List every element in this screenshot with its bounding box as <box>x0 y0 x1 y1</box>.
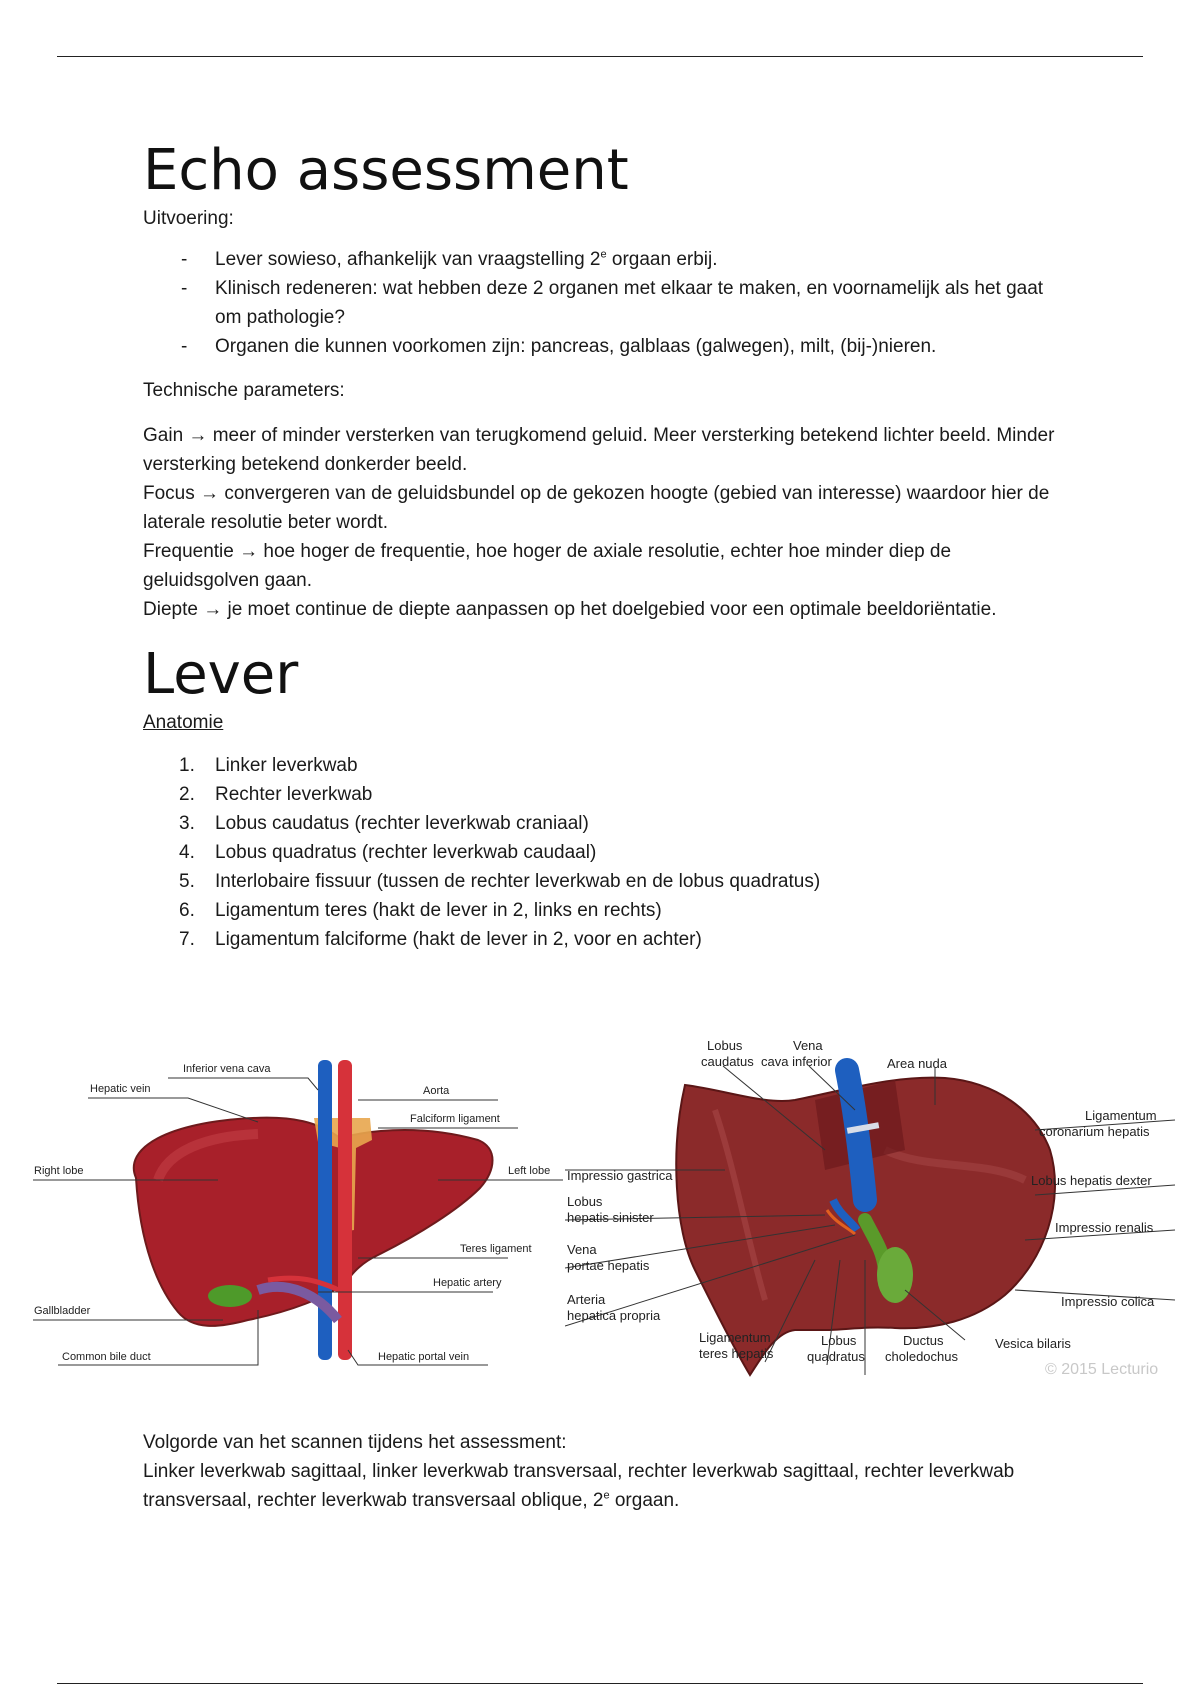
list-item: 3. Lobus caudatus (rechter leverkwab craniaal) <box>179 813 589 834</box>
label-ductus-2: choledochus <box>885 1349 958 1364</box>
liver-anterior-illustration <box>18 1030 563 1375</box>
copyright-watermark: © 2015 Lecturio <box>1045 1361 1159 1378</box>
label-lobus-caudatus-1: Lobus <box>707 1038 743 1053</box>
label-hepatic-artery: Hepatic artery <box>433 1277 502 1289</box>
list-item: 4. Lobus quadratus (rechter leverkwab caudaal) <box>179 842 597 863</box>
list-item: - Lever sowieso, afhankelijk van vraagstelling 2e orgaan erbij. <box>181 248 718 270</box>
label-vena-portae-1: Vena <box>567 1242 597 1257</box>
label-lobus-sinister-2: hepatis sinister <box>567 1210 654 1225</box>
label-vesica-bilaris: Vesica bilaris <box>995 1336 1071 1351</box>
liver-visceral-illustration <box>565 1030 1180 1410</box>
anatomie-list <box>143 751 1063 954</box>
param-frequentie: Frequentie → hoe hoger de frequentie, hoe hoger de axiale resolutie, echter hoe minder diep de geluidsgolven gaan. <box>143 541 952 591</box>
list-item: 7. Ligamentum falciforme (hakt de lever in 2, voor en achter) <box>179 929 702 950</box>
anatomie-label: Anatomie <box>143 712 224 733</box>
label-impressio-gastrica: Impressio gastrica <box>567 1168 673 1183</box>
liver-visceral-figure <box>565 1030 1180 1410</box>
top-rule <box>57 56 1143 57</box>
label-inferior-vena-cava: Inferior vena cava <box>183 1063 271 1075</box>
volgorde-block <box>143 1428 1063 1515</box>
label-ductus-1: Ductus <box>903 1333 944 1348</box>
label-lobus-caudatus-2: caudatus <box>701 1054 754 1069</box>
label-arteria-2: hepatica propria <box>567 1308 661 1323</box>
label-right-lobe: Right lobe <box>34 1165 84 1177</box>
list-item: - Organen die kunnen voorkomen zijn: pancreas, galblaas (galwegen), milt, (bij-)nieren. <box>181 336 937 357</box>
tech-label: Technische parameters: <box>143 380 345 401</box>
label-vena-cava-1: Vena <box>793 1038 823 1053</box>
label-falciform-ligament: Falciform ligament <box>410 1113 500 1125</box>
uitvoering-label: Uitvoering: <box>143 208 234 229</box>
volgorde-text: Linker leverkwab sagittaal, linker leverkwab transversaal, rechter leverkwab sagittaal, rechter leverkwab transversaal, rechter leverkwab transversaal oblique, 2e orgaan. <box>143 1461 1015 1511</box>
label-lig-coronarium-2: coronarium hepatis <box>1039 1124 1150 1139</box>
label-teres-ligament: Teres ligament <box>460 1243 532 1255</box>
label-impressio-renalis: Impressio renalis <box>1055 1220 1154 1235</box>
label-common-bile-duct: Common bile duct <box>62 1351 151 1363</box>
label-lig-coronarium-1: Ligamentum <box>1085 1108 1157 1123</box>
label-area-nuda: Area nuda <box>887 1056 947 1071</box>
label-impressio-colica: Impressio colica <box>1061 1294 1155 1309</box>
param-diepte: Diepte → je moet continue de diepte aanpassen op het doelgebied voor een optimale beeldoriëntatie. <box>143 599 997 620</box>
uitvoering-list <box>143 245 1063 361</box>
gallbladder-shape <box>208 1285 252 1307</box>
label-vena-portae-2: portae hepatis <box>567 1258 650 1273</box>
list-item: 1. Linker leverkwab <box>179 755 358 776</box>
liver-anterior-figure <box>18 1030 563 1375</box>
param-focus: Focus → convergeren van de geluidsbundel op de gekozen hoogte (gebied van interesse) waardoor hier de laterale resolutie beter wordt. <box>143 483 1050 533</box>
label-aorta: Aorta <box>423 1085 450 1097</box>
page-title: Echo assessment <box>143 138 629 203</box>
label-hepatic-portal-vein: Hepatic portal vein <box>378 1351 470 1363</box>
label-vena-cava-2: cava inferior <box>761 1054 832 1069</box>
label-gallbladder: Gallbladder <box>34 1305 91 1317</box>
label-hepatic-vein: Hepatic vein <box>90 1083 151 1095</box>
label-lobus-hepatis-dexter: Lobus hepatis dexter <box>1031 1173 1152 1188</box>
label-left-lobe: Left lobe <box>508 1165 551 1177</box>
volgorde-label: Volgorde van het scannen tijdens het assessment: <box>143 1432 567 1453</box>
list-item: 2. Rechter leverkwab <box>179 784 373 805</box>
label-lig-teres-2: teres hepatis <box>699 1346 774 1361</box>
bottom-rule <box>57 1683 1143 1684</box>
document-body <box>143 140 1063 954</box>
label-lobus-sinister-1: Lobus <box>567 1194 603 1209</box>
label-lig-teres-1: Ligamentum <box>699 1330 771 1345</box>
param-gain: Gain → meer of minder versterken van terugkomend geluid. Meer versterking betekend lichter beeld. Minder versterking betekend donkerder beeld. <box>143 425 1055 475</box>
label-lobus-quadratus-1: Lobus <box>821 1333 857 1348</box>
label-arteria-1: Arteria <box>567 1292 606 1307</box>
list-item: - Klinisch redeneren: wat hebben deze 2 organen met elkaar te maken, en voornamelijk als het gaat om pathologie? <box>181 278 1044 328</box>
list-item: 6. Ligamentum teres (hakt de lever in 2, links en rechts) <box>179 900 662 921</box>
list-item: 5. Interlobaire fissuur (tussen de rechter leverkwab en de lobus quadratus) <box>179 871 821 892</box>
label-lobus-quadratus-2: quadratus <box>807 1349 865 1364</box>
lever-heading: Lever <box>143 642 299 707</box>
params-block <box>143 421 1063 624</box>
